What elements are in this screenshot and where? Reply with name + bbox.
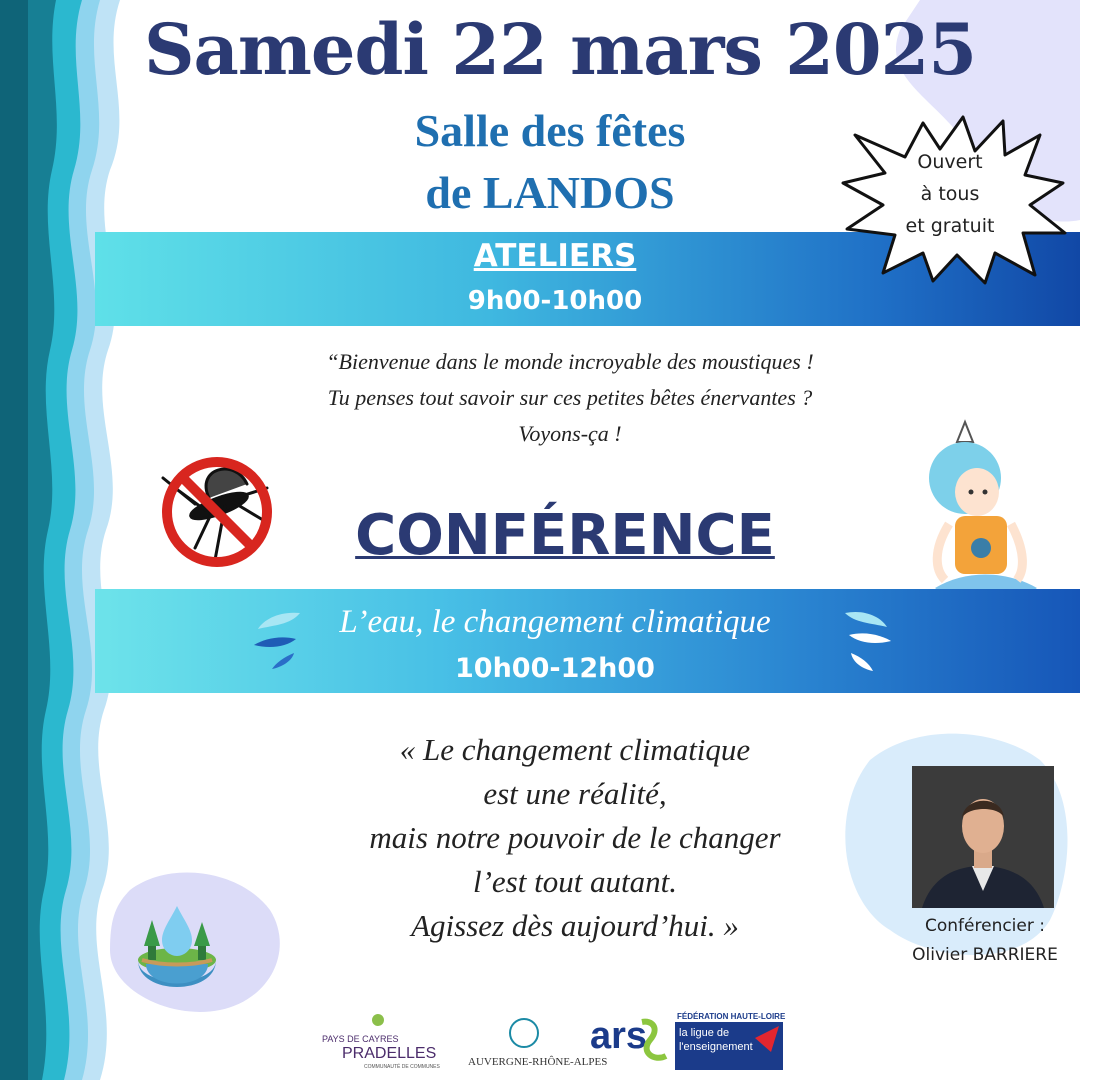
badge-line-3: et gratuit xyxy=(905,215,995,237)
ateliers-hours: 9h00-10h00 xyxy=(467,286,643,316)
logo-ligue-enseignement xyxy=(675,1008,786,1070)
event-date-title: Samedi 22 mars 2025 xyxy=(143,8,977,91)
ateliers-quote-line-2: Tu penses tout savoir sur ces petites bêtes énervantes ? xyxy=(327,385,813,410)
speaker-name: Olivier BARRIERE xyxy=(912,945,1058,965)
earth-water-drop-icon xyxy=(132,900,222,1000)
conference-quote-line-4: l’est tout autant. xyxy=(472,864,678,899)
logo-region xyxy=(466,1015,608,1070)
speaker-label: Conférencier : xyxy=(925,916,1045,936)
speaker-photo xyxy=(912,766,1054,908)
ateliers-quote xyxy=(120,344,1020,452)
logo-cayres-bottom: PRADELLES xyxy=(342,1045,437,1062)
ateliers-quote-line-3: Voyons-ça ! xyxy=(518,421,622,446)
logo-ligue-name-2: l'enseignement xyxy=(679,1041,753,1053)
conference-quote-line-1: « Le changement climatique xyxy=(399,732,751,767)
conference-quote-line-2: est une réalité, xyxy=(483,776,667,811)
conference-quote-line-3: mais notre pouvoir de le changer xyxy=(369,820,781,855)
ateliers-quote-line-1: “Bienvenue dans le monde incroyable des moustiques ! xyxy=(326,349,814,374)
logo-cayres-top: PAYS DE CAYRES xyxy=(322,1034,399,1044)
conference-subtitle: L’eau, le changement climatique xyxy=(339,604,771,640)
logo-ars xyxy=(588,1010,670,1070)
logo-cayres-caption: COMMUNAUTÉ DE COMMUNES xyxy=(364,1064,440,1070)
badge-text xyxy=(880,146,1020,242)
logo-region-text: AUVERGNE-RHÔNE-ALPES xyxy=(468,1056,608,1068)
venue-line-2: de LANDOS xyxy=(425,167,675,218)
conference-quote xyxy=(150,728,1000,948)
venue-line-1: Salle des fêtes xyxy=(414,105,686,156)
badge-line-1: Ouvert xyxy=(917,151,983,173)
conference-hours: 10h00-12h00 xyxy=(455,653,655,684)
ateliers-title: ATELIERS xyxy=(473,238,637,274)
logo-ars-text: ars xyxy=(590,1015,648,1057)
logo-cayres-pradelles xyxy=(320,1012,450,1072)
logo-ligue-header: FÉDÉRATION HAUTE-LOIRE xyxy=(677,1012,786,1021)
conference-title: CONFÉRENCE xyxy=(355,503,775,568)
badge-line-2: à tous xyxy=(920,183,980,205)
conference-quote-line-5: Agissez dès aujourd’hui. » xyxy=(411,908,739,943)
speaker-caption xyxy=(895,912,1075,970)
logo-ligue-name-1: la ligue de xyxy=(679,1027,730,1039)
